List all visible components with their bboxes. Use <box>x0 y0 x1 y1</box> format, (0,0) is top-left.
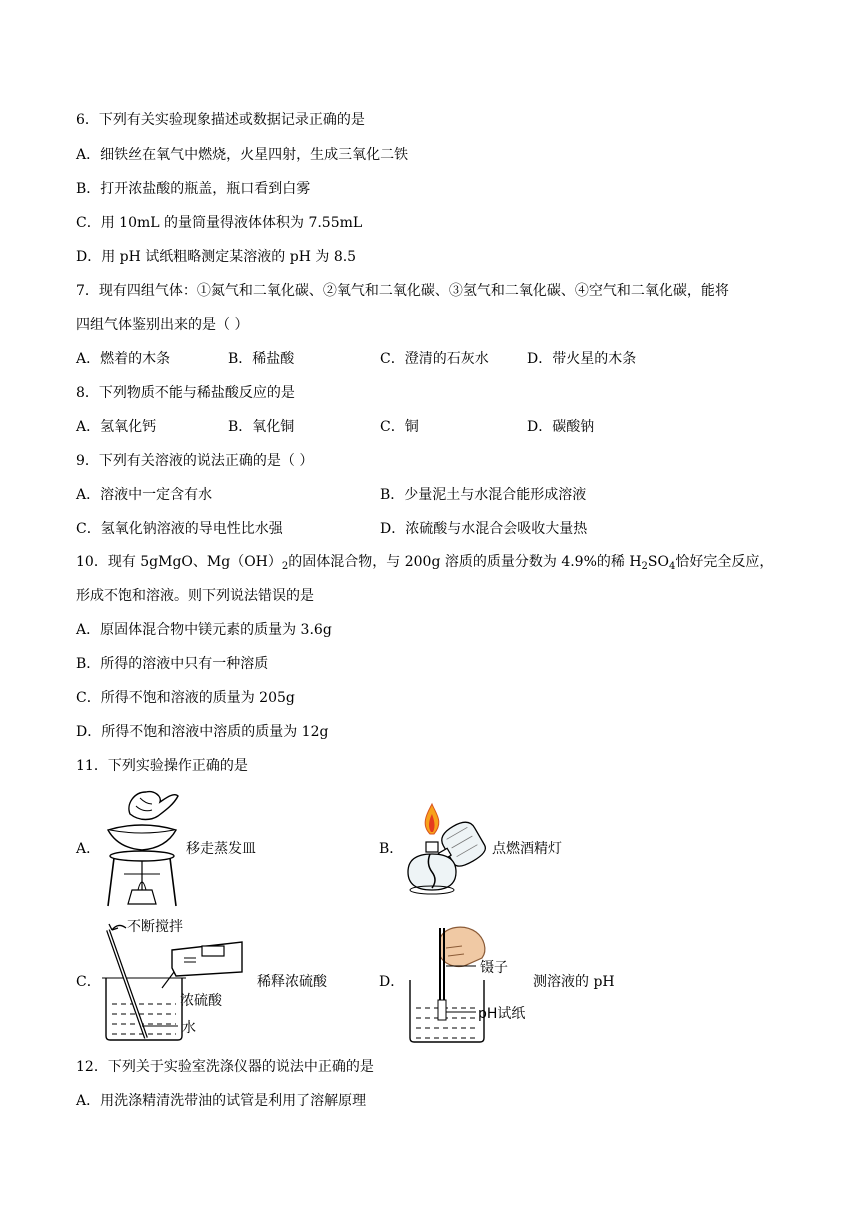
q8-option-b: B．氧化铜 <box>228 419 295 435</box>
ph-test-image <box>402 920 492 1044</box>
q11-option-b-letter: B． <box>379 841 404 857</box>
q10-stem-part-b: 的固体混合物，与 200g 溶质的质量分数为 4.9%的稀 H <box>288 554 642 570</box>
stir-label: 不断搅拌 <box>127 919 183 935</box>
q10-option-a: A．原固体混合物中镁元素的质量为 3.6g <box>76 622 332 638</box>
q9-option-a: A．溶液中一定含有水 <box>76 487 213 503</box>
q11-option-d-letter: D． <box>379 974 405 990</box>
q9-option-c: C．氢氧化钠溶液的导电性比水强 <box>76 521 283 537</box>
evaporating-dish-figure <box>100 786 184 910</box>
q11-option-c-letter: C． <box>76 974 101 990</box>
q7-option-a: A．燃着的木条 <box>76 351 171 367</box>
q11-option-d-caption: 测溶液的 pH <box>533 974 615 990</box>
q6-option-b: B．打开浓盐酸的瓶盖，瓶口看到白雾 <box>76 181 311 197</box>
q7-stem-line2: 四组气体鉴别出来的是（ ） <box>76 317 249 333</box>
q10-stem-part-a: 10．现有 5gMgO、Mg（OH） <box>76 554 282 570</box>
q11-stem: 11．下列实验操作正确的是 <box>76 758 248 774</box>
q9-option-d: D．浓硫酸与水混合会吸收大量热 <box>380 521 588 537</box>
acid-label: 浓硫酸 <box>180 993 222 1009</box>
q8-stem: 8．下列物质不能与稀盐酸反应的是 <box>76 385 295 401</box>
alcohol-lamp-image <box>400 802 490 896</box>
ph-test-figure <box>402 920 492 1044</box>
q10-stem-line2: 形成不饱和溶液。则下列说法错误的是 <box>76 588 314 604</box>
evaporating-dish-image <box>100 786 184 910</box>
dilute-acid-image <box>100 920 250 1042</box>
q10-sub-3: 4 <box>669 561 676 572</box>
dilute-acid-figure <box>100 920 250 1042</box>
q12-stem: 12．下列关于实验室洗涤仪器的说法中正确的是 <box>76 1059 374 1075</box>
q7-option-c: C．澄清的石灰水 <box>380 351 489 367</box>
q7-option-b: B．稀盐酸 <box>228 351 295 367</box>
q10-stem-part-d: 恰好完全反应， <box>675 554 774 570</box>
q9-option-b: B．少量泥土与水混合能形成溶液 <box>380 487 587 503</box>
q9-stem: 9．下列有关溶液的说法正确的是（ ） <box>76 453 314 469</box>
q11-option-a-caption: 移走蒸发皿 <box>186 841 256 857</box>
q6-option-a: A．细铁丝在氧气中燃烧，火星四射，生成三氧化二铁 <box>76 147 409 163</box>
q7-option-d: D．带火星的木条 <box>527 351 637 367</box>
ph-paper-label: pH试纸 <box>478 1006 526 1022</box>
q11-option-a-letter: A． <box>76 841 101 857</box>
q8-option-d: D．碳酸钠 <box>527 419 595 435</box>
q8-option-c: C．铜 <box>380 419 419 435</box>
q6-option-c: C．用 10mL 的量筒量得液体体积为 7.55mL <box>76 215 363 231</box>
alcohol-lamp-figure <box>400 802 490 896</box>
q10-stem-line1 <box>76 552 773 572</box>
q6-stem: 6．下列有关实验现象描述或数据记录正确的是 <box>76 112 365 128</box>
water-label: 水 <box>182 1020 196 1036</box>
q8-option-a: A．氢氧化钙 <box>76 419 157 435</box>
q11-option-b-caption: 点燃酒精灯 <box>492 841 562 857</box>
q10-sub-1: 2 <box>281 561 289 572</box>
tweezers-label: 镊子 <box>480 960 508 976</box>
q11-option-c-caption: 稀释浓硫酸 <box>257 974 327 990</box>
q7-stem-line1: 7．现有四组气体：①氮气和二氧化碳、②氧气和二氧化碳、③氢气和二氧化碳、④空气和二氧化碳，能将 <box>76 283 729 299</box>
q10-sub-2: 2 <box>641 561 648 572</box>
q10-option-b: B．所得的溶液中只有一种溶质 <box>76 656 269 672</box>
q12-option-a: A．用洗涤精清洗带油的试管是利用了溶解原理 <box>76 1093 367 1109</box>
q6-option-d: D．用 pH 试纸粗略测定某溶液的 pH 为 8.5 <box>76 249 357 265</box>
q10-stem-part-c: SO <box>647 554 669 570</box>
q10-option-c: C．所得不饱和溶液的质量为 205g <box>76 690 295 706</box>
q10-option-d: D．所得不饱和溶液中溶质的质量为 12g <box>76 724 329 740</box>
